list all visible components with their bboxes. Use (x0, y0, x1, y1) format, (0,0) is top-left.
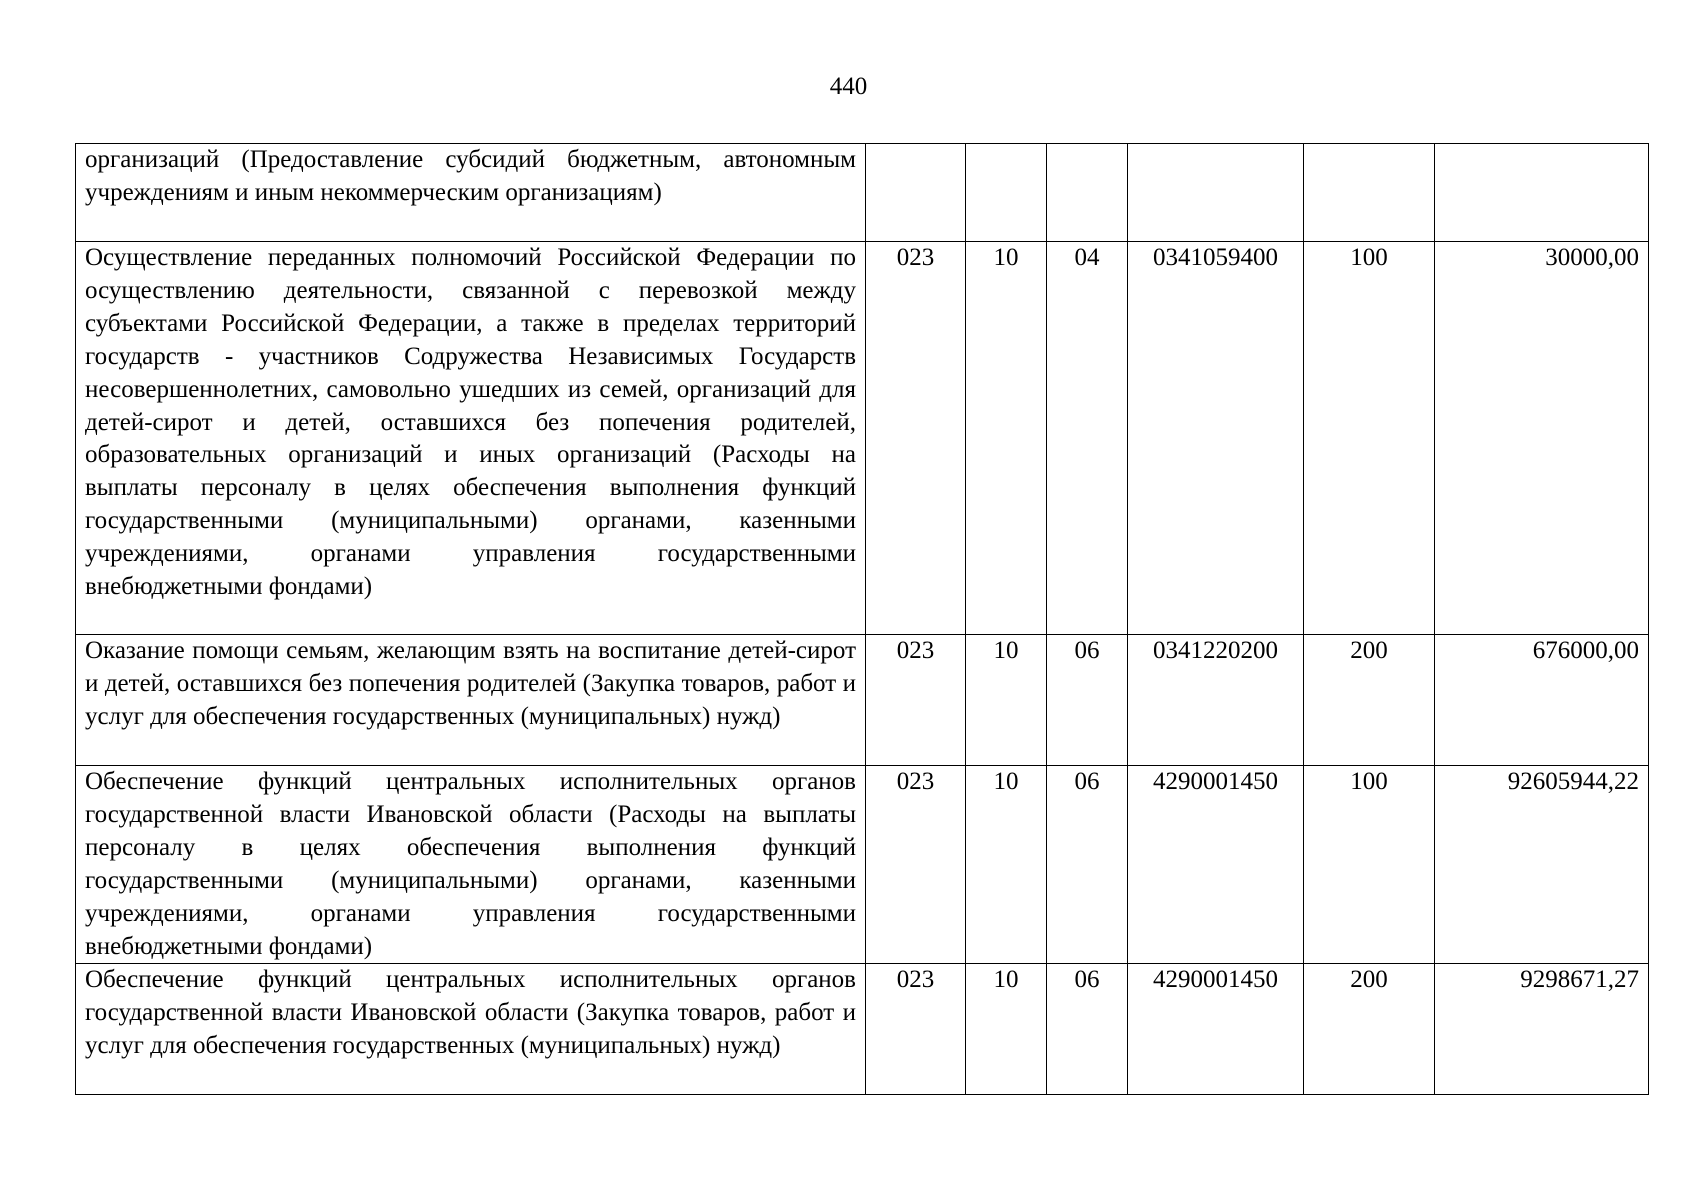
subsection-code: 06 (1047, 635, 1128, 766)
expense-type-code: 100 (1304, 242, 1435, 635)
table-row (76, 766, 1649, 964)
amount (1435, 144, 1649, 242)
page-number: 440 (829, 73, 868, 100)
subsection-code: 04 (1047, 242, 1128, 635)
target-article-code: 4290001450 (1128, 964, 1304, 1095)
table-row (76, 964, 1649, 1095)
table-row (76, 635, 1649, 766)
ministry-code: 023 (866, 964, 966, 1095)
row-description: Обеспечение функций центральных исполнительных органов государственной власти Ивановской области (Закупка товаров, работ и услуг для обеспечения государственных (муниципальных) нужд) (76, 964, 866, 1095)
section-code: 10 (966, 766, 1047, 964)
amount: 9298671,27 (1435, 964, 1649, 1095)
expense-type-code: 200 (1304, 964, 1435, 1095)
amount: 30000,00 (1435, 242, 1649, 635)
ministry-code (866, 144, 966, 242)
ministry-code: 023 (866, 242, 966, 635)
table-row (76, 144, 1649, 242)
ministry-code: 023 (866, 635, 966, 766)
target-article-code: 0341220200 (1128, 635, 1304, 766)
expense-type-code: 200 (1304, 635, 1435, 766)
row-description: Обеспечение функций центральных исполнительных органов государственной власти Ивановской области (Расходы на выплаты персоналу в целях обеспечения выполнения функций государственными (муниципальными) органами, казенными учреждениями, органами управления государственными внебюджетными фондами) (76, 766, 866, 964)
section-code: 10 (966, 635, 1047, 766)
budget-table (75, 143, 1649, 1095)
row-description: организаций (Предоставление субсидий бюджетным, автономным учреждениям и иным некоммерческим организациям) (76, 144, 866, 242)
subsection-code: 06 (1047, 766, 1128, 964)
ministry-code: 023 (866, 766, 966, 964)
target-article-code: 4290001450 (1128, 766, 1304, 964)
row-description: Осуществление переданных полномочий Российской Федерации по осуществлению деятельности, связанной с перевозкой между субъектами Российской Федерации, а также в пределах территорий государств - участников Содружества Независимых Государств несовершеннолетних, самовольно ушедших из семей, организаций для детей-сирот и детей, оставшихся без попечения родителей, образовательных организаций и иных организаций (Расходы на выплаты персоналу в целях обеспечения выполнения функций государственными (муниципальными) органами, казенными учреждениями, органами управления государственными внебюджетными фондами) (76, 242, 866, 635)
section-code: 10 (966, 964, 1047, 1095)
section-code (966, 144, 1047, 242)
section-code: 10 (966, 242, 1047, 635)
target-article-code: 0341059400 (1128, 242, 1304, 635)
subsection-code: 06 (1047, 964, 1128, 1095)
amount: 92605944,22 (1435, 766, 1649, 964)
expense-type-code: 100 (1304, 766, 1435, 964)
subsection-code (1047, 144, 1128, 242)
table-row (76, 242, 1649, 635)
row-description: Оказание помощи семьям, желающим взять на воспитание детей-сирот и детей, оставшихся без попечения родителей (Закупка товаров, работ и услуг для обеспечения государственных (муниципальных) нужд) (76, 635, 866, 766)
expense-type-code (1304, 144, 1435, 242)
target-article-code (1128, 144, 1304, 242)
amount: 676000,00 (1435, 635, 1649, 766)
